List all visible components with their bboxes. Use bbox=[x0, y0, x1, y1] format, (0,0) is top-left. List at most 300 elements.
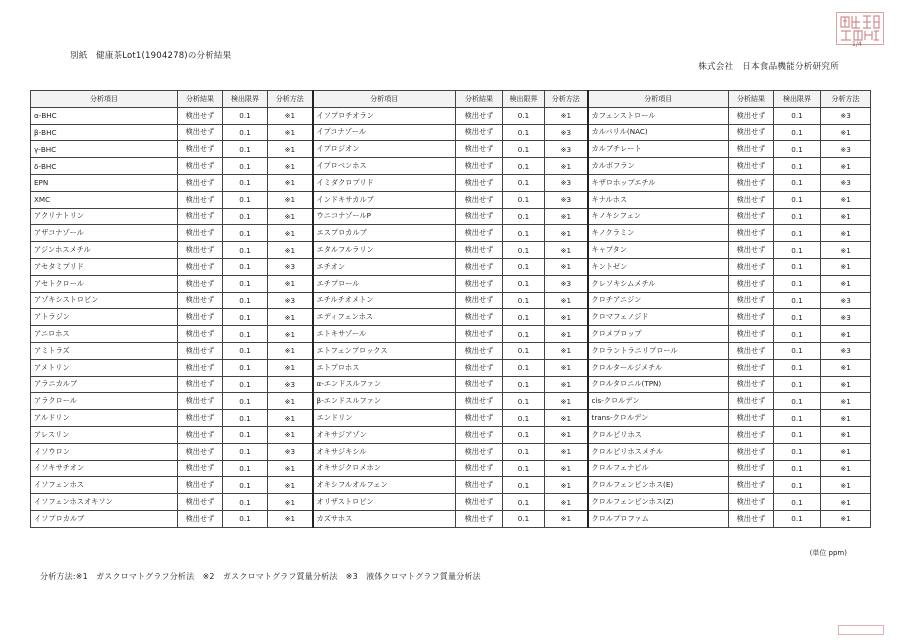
cell-item: イソプロチオラン bbox=[313, 107, 456, 124]
cell-result: 検出せず bbox=[729, 376, 774, 393]
cell-result: 検出せず bbox=[729, 208, 774, 225]
cell-method: ※1 bbox=[268, 326, 313, 343]
cell-item: アルドリン bbox=[31, 410, 178, 427]
analysis-results-table bbox=[30, 90, 871, 528]
cell-limit: 0.1 bbox=[223, 510, 268, 527]
table-row bbox=[31, 242, 871, 259]
cell-method: ※1 bbox=[268, 225, 313, 242]
cell-method: ※3 bbox=[268, 258, 313, 275]
column-method-header: 分析方法 bbox=[545, 91, 588, 108]
cell-result: 検出せず bbox=[456, 426, 503, 443]
cell-result: 検出せず bbox=[178, 477, 223, 494]
cell-result: 検出せず bbox=[456, 376, 503, 393]
cell-item: カルブチレート bbox=[588, 141, 729, 158]
cell-result: 検出せず bbox=[729, 309, 774, 326]
cell-result: 検出せず bbox=[729, 342, 774, 359]
cell-method: ※1 bbox=[268, 208, 313, 225]
cell-method: ※1 bbox=[545, 107, 588, 124]
cell-method: ※1 bbox=[821, 275, 871, 292]
cell-item: γ-BHC bbox=[31, 141, 178, 158]
cell-method: ※1 bbox=[268, 477, 313, 494]
cell-result: 検出せず bbox=[729, 460, 774, 477]
cell-limit: 0.1 bbox=[503, 460, 545, 477]
table-row bbox=[31, 158, 871, 175]
cell-limit: 0.1 bbox=[774, 326, 821, 343]
cell-item: trans-クロルデン bbox=[588, 410, 729, 427]
cell-method: ※3 bbox=[821, 174, 871, 191]
cell-method: ※1 bbox=[545, 225, 588, 242]
cell-item: イプコナゾール bbox=[313, 124, 456, 141]
cell-limit: 0.1 bbox=[503, 376, 545, 393]
table-row bbox=[31, 443, 871, 460]
cell-result: 検出せず bbox=[178, 191, 223, 208]
cell-method: ※3 bbox=[545, 275, 588, 292]
cell-item: アセタミプリド bbox=[31, 258, 178, 275]
cell-result: 検出せず bbox=[456, 124, 503, 141]
cell-method: ※1 bbox=[821, 494, 871, 511]
cell-item: オキサジキシル bbox=[313, 443, 456, 460]
cell-result: 検出せず bbox=[456, 107, 503, 124]
cell-method: ※1 bbox=[821, 258, 871, 275]
cell-limit: 0.1 bbox=[774, 359, 821, 376]
cell-result: 検出せず bbox=[178, 342, 223, 359]
table-row bbox=[31, 275, 871, 292]
cell-item: cis-クロルデン bbox=[588, 393, 729, 410]
cell-item: イソキサチオン bbox=[31, 460, 178, 477]
cell-method: ※1 bbox=[545, 443, 588, 460]
cell-item: エチオン bbox=[313, 258, 456, 275]
cell-result: 検出せず bbox=[456, 443, 503, 460]
cell-result: 検出せず bbox=[729, 292, 774, 309]
cell-limit: 0.1 bbox=[223, 191, 268, 208]
company-name: 株式会社 日本食品機能分析研究所 bbox=[698, 62, 839, 72]
cell-result: 検出せず bbox=[178, 292, 223, 309]
cell-method: ※1 bbox=[545, 376, 588, 393]
cell-item: アジンホスメチル bbox=[31, 242, 178, 259]
cell-limit: 0.1 bbox=[774, 443, 821, 460]
cell-item: クロルフェンビンホス(E) bbox=[588, 477, 729, 494]
table-row bbox=[31, 225, 871, 242]
cell-result: 検出せず bbox=[178, 275, 223, 292]
cell-item: イソプロカルブ bbox=[31, 510, 178, 527]
cell-limit: 0.1 bbox=[774, 410, 821, 427]
cell-limit: 0.1 bbox=[774, 292, 821, 309]
table-row bbox=[31, 494, 871, 511]
cell-limit: 0.1 bbox=[223, 208, 268, 225]
cell-method: ※1 bbox=[821, 477, 871, 494]
cell-result: 検出せず bbox=[729, 393, 774, 410]
cell-item: キャプタン bbox=[588, 242, 729, 259]
cell-item: エスプロカルブ bbox=[313, 225, 456, 242]
cell-result: 検出せず bbox=[729, 326, 774, 343]
cell-item: δ-BHC bbox=[31, 158, 178, 175]
column-item-header: 分析項目 bbox=[588, 91, 729, 108]
cell-result: 検出せず bbox=[456, 292, 503, 309]
cell-method: ※1 bbox=[545, 208, 588, 225]
cell-result: 検出せず bbox=[456, 141, 503, 158]
cell-result: 検出せず bbox=[729, 107, 774, 124]
cell-item: イプロベンホス bbox=[313, 158, 456, 175]
cell-method: ※3 bbox=[821, 141, 871, 158]
cell-item: エトフェンプロックス bbox=[313, 342, 456, 359]
cell-method: ※1 bbox=[821, 326, 871, 343]
cell-result: 検出せず bbox=[178, 174, 223, 191]
cell-limit: 0.1 bbox=[503, 107, 545, 124]
cell-item: エディフェンホス bbox=[313, 309, 456, 326]
cell-limit: 0.1 bbox=[503, 410, 545, 427]
cell-method: ※1 bbox=[268, 124, 313, 141]
cell-limit: 0.1 bbox=[774, 208, 821, 225]
cell-limit: 0.1 bbox=[774, 342, 821, 359]
cell-limit: 0.1 bbox=[774, 494, 821, 511]
cell-limit: 0.1 bbox=[503, 426, 545, 443]
cell-limit: 0.1 bbox=[503, 443, 545, 460]
cell-item: クロルフェナピル bbox=[588, 460, 729, 477]
cell-result: 検出せず bbox=[456, 225, 503, 242]
cell-result: 検出せず bbox=[729, 443, 774, 460]
cell-limit: 0.1 bbox=[774, 225, 821, 242]
column-result-header: 分析結果 bbox=[178, 91, 223, 108]
cell-item: クロマフェノジド bbox=[588, 309, 729, 326]
cell-result: 検出せず bbox=[456, 326, 503, 343]
cell-method: ※1 bbox=[821, 460, 871, 477]
cell-method: ※1 bbox=[821, 443, 871, 460]
cell-result: 検出せず bbox=[456, 460, 503, 477]
cell-item: オリザストロビン bbox=[313, 494, 456, 511]
cell-method: ※1 bbox=[545, 326, 588, 343]
cell-method: ※3 bbox=[545, 124, 588, 141]
cell-limit: 0.1 bbox=[223, 326, 268, 343]
cell-method: ※1 bbox=[821, 410, 871, 427]
cell-item: クレソキシムメチル bbox=[588, 275, 729, 292]
cell-limit: 0.1 bbox=[774, 242, 821, 259]
cell-result: 検出せず bbox=[729, 141, 774, 158]
table-row bbox=[31, 174, 871, 191]
cell-result: 検出せず bbox=[178, 426, 223, 443]
cell-limit: 0.1 bbox=[503, 359, 545, 376]
cell-method: ※1 bbox=[821, 376, 871, 393]
cell-item: イプロジオン bbox=[313, 141, 456, 158]
cell-item: キザロホップエチル bbox=[588, 174, 729, 191]
cell-limit: 0.1 bbox=[503, 208, 545, 225]
cell-method: ※1 bbox=[268, 174, 313, 191]
cell-method: ※1 bbox=[821, 225, 871, 242]
cell-method: ※3 bbox=[268, 443, 313, 460]
cell-method: ※1 bbox=[268, 393, 313, 410]
cell-method: ※1 bbox=[268, 359, 313, 376]
cell-method: ※1 bbox=[821, 242, 871, 259]
cell-limit: 0.1 bbox=[774, 141, 821, 158]
cell-method: ※1 bbox=[268, 494, 313, 511]
cell-method: ※1 bbox=[821, 426, 871, 443]
table-row bbox=[31, 376, 871, 393]
cell-result: 検出せず bbox=[178, 510, 223, 527]
cell-result: 検出せず bbox=[729, 225, 774, 242]
table-row bbox=[31, 141, 871, 158]
cell-limit: 0.1 bbox=[223, 275, 268, 292]
cell-item: XMC bbox=[31, 191, 178, 208]
cell-limit: 0.1 bbox=[223, 107, 268, 124]
cell-item: アラクロール bbox=[31, 393, 178, 410]
column-method-header: 分析方法 bbox=[821, 91, 871, 108]
cell-item: キナルホス bbox=[588, 191, 729, 208]
cell-result: 検出せず bbox=[456, 309, 503, 326]
cell-result: 検出せず bbox=[456, 208, 503, 225]
cell-limit: 0.1 bbox=[503, 494, 545, 511]
table-row bbox=[31, 191, 871, 208]
cell-limit: 0.1 bbox=[223, 342, 268, 359]
cell-item: クロルタロニル(TPN) bbox=[588, 376, 729, 393]
cell-method: ※1 bbox=[268, 141, 313, 158]
cell-item: アミトラズ bbox=[31, 342, 178, 359]
cell-result: 検出せず bbox=[729, 158, 774, 175]
cell-method: ※1 bbox=[545, 393, 588, 410]
cell-result: 検出せず bbox=[456, 174, 503, 191]
cell-item: インドキサカルブ bbox=[313, 191, 456, 208]
cell-limit: 0.1 bbox=[223, 158, 268, 175]
cell-result: 検出せず bbox=[729, 510, 774, 527]
cell-method: ※3 bbox=[821, 107, 871, 124]
table-row bbox=[31, 426, 871, 443]
cell-item: オキサジアゾン bbox=[313, 426, 456, 443]
cell-result: 検出せず bbox=[729, 191, 774, 208]
table-row bbox=[31, 510, 871, 527]
cell-item: キノクラミン bbox=[588, 225, 729, 242]
cell-result: 検出せず bbox=[178, 225, 223, 242]
cell-limit: 0.1 bbox=[774, 393, 821, 410]
cell-item: キントゼン bbox=[588, 258, 729, 275]
cell-item: アメトリン bbox=[31, 359, 178, 376]
cell-method: ※1 bbox=[545, 426, 588, 443]
cell-item: EPN bbox=[31, 174, 178, 191]
cell-limit: 0.1 bbox=[774, 376, 821, 393]
cell-result: 検出せず bbox=[456, 342, 503, 359]
cell-limit: 0.1 bbox=[223, 410, 268, 427]
column-item-header: 分析項目 bbox=[313, 91, 456, 108]
cell-limit: 0.1 bbox=[223, 141, 268, 158]
cell-method: ※1 bbox=[268, 107, 313, 124]
cell-limit: 0.1 bbox=[774, 460, 821, 477]
cell-result: 検出せず bbox=[178, 124, 223, 141]
table-row bbox=[31, 342, 871, 359]
cell-result: 検出せず bbox=[456, 510, 503, 527]
cell-limit: 0.1 bbox=[774, 174, 821, 191]
cell-method: ※1 bbox=[268, 275, 313, 292]
cell-item: カフェンストロール bbox=[588, 107, 729, 124]
cell-limit: 0.1 bbox=[223, 225, 268, 242]
cell-item: アレスリン bbox=[31, 426, 178, 443]
cell-result: 検出せず bbox=[456, 359, 503, 376]
cell-result: 検出せず bbox=[178, 326, 223, 343]
cell-method: ※1 bbox=[821, 208, 871, 225]
cell-limit: 0.1 bbox=[503, 326, 545, 343]
cell-limit: 0.1 bbox=[223, 174, 268, 191]
cell-result: 検出せず bbox=[729, 494, 774, 511]
cell-method: ※1 bbox=[821, 158, 871, 175]
cell-method: ※1 bbox=[268, 410, 313, 427]
cell-item: クロメプロップ bbox=[588, 326, 729, 343]
cell-result: 検出せず bbox=[456, 393, 503, 410]
cell-item: エンドリン bbox=[313, 410, 456, 427]
cell-method: ※1 bbox=[268, 158, 313, 175]
cell-result: 検出せず bbox=[178, 258, 223, 275]
cell-limit: 0.1 bbox=[223, 242, 268, 259]
cell-result: 検出せず bbox=[729, 258, 774, 275]
table-row bbox=[31, 393, 871, 410]
cell-result: 検出せず bbox=[729, 477, 774, 494]
cell-method: ※1 bbox=[545, 309, 588, 326]
cell-method: ※1 bbox=[268, 309, 313, 326]
cell-result: 検出せず bbox=[178, 376, 223, 393]
cell-limit: 0.1 bbox=[223, 477, 268, 494]
table-row bbox=[31, 477, 871, 494]
cell-item: エトキサゾール bbox=[313, 326, 456, 343]
cell-result: 検出せず bbox=[178, 410, 223, 427]
cell-method: ※1 bbox=[268, 426, 313, 443]
cell-item: カズサホス bbox=[313, 510, 456, 527]
cell-result: 検出せず bbox=[178, 494, 223, 511]
table-row bbox=[31, 124, 871, 141]
cell-result: 検出せず bbox=[729, 242, 774, 259]
cell-item: クロルフェンビンホス(Z) bbox=[588, 494, 729, 511]
cell-method: ※1 bbox=[821, 191, 871, 208]
cell-result: 検出せず bbox=[729, 275, 774, 292]
cell-limit: 0.1 bbox=[774, 107, 821, 124]
cell-item: アトラジン bbox=[31, 309, 178, 326]
cell-result: 検出せず bbox=[456, 494, 503, 511]
cell-limit: 0.1 bbox=[503, 309, 545, 326]
cell-item: エトプロホス bbox=[313, 359, 456, 376]
table-row bbox=[31, 460, 871, 477]
cell-limit: 0.1 bbox=[774, 275, 821, 292]
cell-limit: 0.1 bbox=[223, 292, 268, 309]
cell-item: イソフェンホス bbox=[31, 477, 178, 494]
document-title: 別紙 健康茶Lot1(1904278)の分析結果 bbox=[70, 51, 232, 61]
cell-method: ※1 bbox=[545, 410, 588, 427]
cell-limit: 0.1 bbox=[503, 174, 545, 191]
cell-item: イミダクロプリド bbox=[313, 174, 456, 191]
cell-limit: 0.1 bbox=[503, 191, 545, 208]
cell-result: 検出せず bbox=[178, 158, 223, 175]
cell-item: アセトクロール bbox=[31, 275, 178, 292]
cell-item: α-BHC bbox=[31, 107, 178, 124]
cell-method: ※1 bbox=[545, 510, 588, 527]
cell-result: 検出せず bbox=[178, 359, 223, 376]
cell-item: オキサジクロメホン bbox=[313, 460, 456, 477]
column-limit-header: 検出限界 bbox=[223, 91, 268, 108]
cell-limit: 0.1 bbox=[503, 141, 545, 158]
cell-limit: 0.1 bbox=[503, 258, 545, 275]
column-item-header: 分析項目 bbox=[31, 91, 178, 108]
cell-result: 検出せず bbox=[729, 410, 774, 427]
cell-limit: 0.1 bbox=[503, 242, 545, 259]
cell-limit: 0.1 bbox=[503, 510, 545, 527]
cell-limit: 0.1 bbox=[774, 158, 821, 175]
cell-limit: 0.1 bbox=[223, 258, 268, 275]
cell-method: ※3 bbox=[821, 309, 871, 326]
cell-result: 検出せず bbox=[456, 242, 503, 259]
cell-result: 検出せず bbox=[729, 124, 774, 141]
cell-method: ※1 bbox=[268, 460, 313, 477]
cell-method: ※1 bbox=[268, 242, 313, 259]
cell-method: ※1 bbox=[545, 292, 588, 309]
cell-result: 検出せず bbox=[456, 191, 503, 208]
column-limit-header: 検出限界 bbox=[774, 91, 821, 108]
cell-limit: 0.1 bbox=[503, 342, 545, 359]
cell-limit: 0.1 bbox=[223, 443, 268, 460]
table-row bbox=[31, 292, 871, 309]
cell-item: オキシフルオルフェン bbox=[313, 477, 456, 494]
cell-method: ※1 bbox=[545, 460, 588, 477]
table-row bbox=[31, 107, 871, 124]
cell-result: 検出せず bbox=[456, 158, 503, 175]
cell-limit: 0.1 bbox=[774, 258, 821, 275]
cell-item: クロルピリホスメチル bbox=[588, 443, 729, 460]
cell-method: ※3 bbox=[268, 376, 313, 393]
cell-item: エタルフルラリン bbox=[313, 242, 456, 259]
cell-item: イソフェンホスオキソン bbox=[31, 494, 178, 511]
cell-result: 検出せず bbox=[729, 174, 774, 191]
cell-item: α-エンドスルファン bbox=[313, 376, 456, 393]
cell-limit: 0.1 bbox=[223, 494, 268, 511]
cell-limit: 0.1 bbox=[503, 292, 545, 309]
cell-limit: 0.1 bbox=[503, 275, 545, 292]
cell-result: 検出せず bbox=[178, 309, 223, 326]
cell-limit: 0.1 bbox=[774, 124, 821, 141]
cell-method: ※1 bbox=[545, 342, 588, 359]
page-number: 1/4 bbox=[852, 41, 862, 48]
unit-note: (単位 ppm) bbox=[809, 549, 847, 557]
cell-item: カルバリル(NAC) bbox=[588, 124, 729, 141]
cell-item: クロルタールジメチル bbox=[588, 359, 729, 376]
table-row bbox=[31, 258, 871, 275]
cell-limit: 0.1 bbox=[774, 510, 821, 527]
cell-limit: 0.1 bbox=[223, 393, 268, 410]
cell-method: ※3 bbox=[545, 141, 588, 158]
cell-limit: 0.1 bbox=[503, 477, 545, 494]
cell-item: β-BHC bbox=[31, 124, 178, 141]
cell-item: クロルピリホス bbox=[588, 426, 729, 443]
cell-limit: 0.1 bbox=[223, 460, 268, 477]
cell-result: 検出せず bbox=[178, 393, 223, 410]
cell-result: 検出せず bbox=[178, 141, 223, 158]
cell-method: ※1 bbox=[545, 477, 588, 494]
cell-method: ※3 bbox=[545, 174, 588, 191]
cell-result: 検出せず bbox=[456, 258, 503, 275]
cell-item: クロラントラニリプロール bbox=[588, 342, 729, 359]
cell-limit: 0.1 bbox=[223, 426, 268, 443]
table-row bbox=[31, 410, 871, 427]
cell-method: ※1 bbox=[821, 359, 871, 376]
cell-method: ※3 bbox=[821, 342, 871, 359]
cell-item: クロルプロファム bbox=[588, 510, 729, 527]
column-limit-header: 検出限界 bbox=[503, 91, 545, 108]
cell-item: エチルチオメトン bbox=[313, 292, 456, 309]
cell-item: キノキシフェン bbox=[588, 208, 729, 225]
cell-limit: 0.1 bbox=[774, 477, 821, 494]
cell-item: カルボフラン bbox=[588, 158, 729, 175]
cell-result: 検出せず bbox=[178, 208, 223, 225]
cell-limit: 0.1 bbox=[774, 309, 821, 326]
table-header-row bbox=[31, 91, 871, 108]
cell-method: ※1 bbox=[545, 242, 588, 259]
cell-result: 検出せず bbox=[178, 242, 223, 259]
cell-method: ※1 bbox=[821, 393, 871, 410]
cell-item: アゾキシストロビン bbox=[31, 292, 178, 309]
cell-result: 検出せず bbox=[178, 107, 223, 124]
cell-method: ※1 bbox=[268, 510, 313, 527]
cell-method: ※3 bbox=[821, 292, 871, 309]
